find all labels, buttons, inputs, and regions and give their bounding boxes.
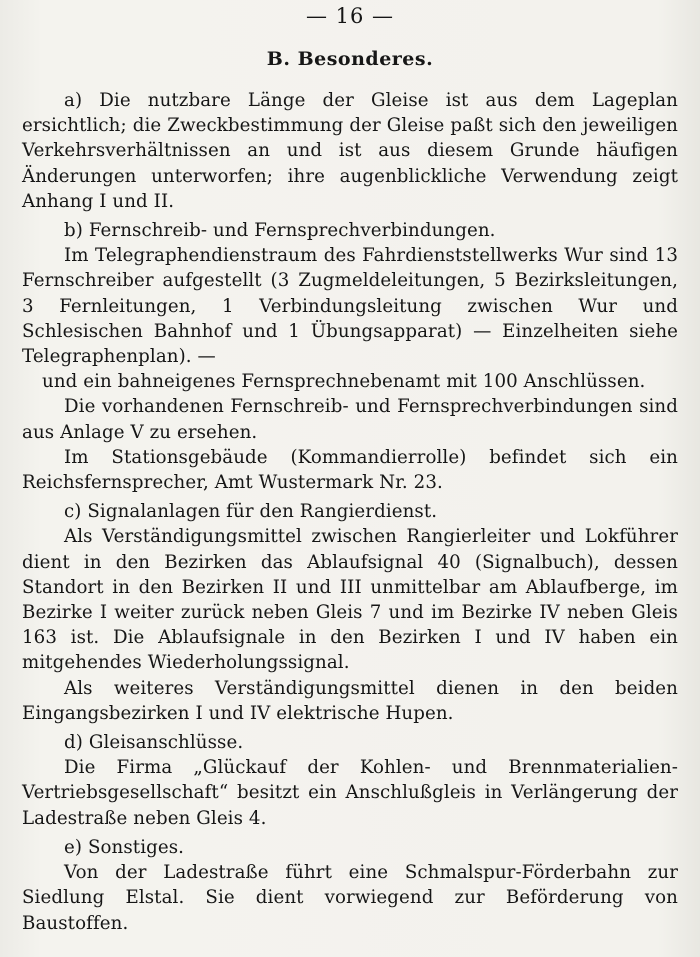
page-number: — 16 — (305, 4, 395, 28)
subsection-title-d: d) Gleisanschlüsse. (64, 732, 244, 754)
subsection-title-c: c) Signalanlagen für den Rangierdienst. (64, 501, 438, 523)
body-text (22, 88, 678, 936)
subsection-title-e: e) Sonstiges. (64, 836, 185, 858)
paragraph-b3: Die vorhandenen Fernschreib- und Fernsprechverbindungen sind aus Anlage V zu ersehen. (22, 396, 678, 443)
paragraph-d1: Die Firma „Glückauf der Kohlen- und Brennmaterialien-Vertriebsgesellschaft“ besitzt ein Anschlußgleis in Verlängerung der Ladestraße neben Gleis 4. (22, 757, 678, 829)
paragraph-c1: Als Verständigungsmittel zwischen Rangierleiter und Lokführer dient in den Bezirken das Ablaufsignal 40 (Signalbuch), dessen Standort in den Bezirken II und III unmittelbar am Ablaufberge, im Bezirke I weiter zurück neben Gleis 7 und im Bezirke IV neben Gleis 163 ist. Die Ablaufsignale in den Bezirken I und IV haben ein mitgehendes Wiederholungssignal. (22, 526, 678, 674)
paragraph-b2: und ein bahneigenes Fernsprechnebenamt mit 100 Anschlüssen. (42, 371, 646, 393)
paragraph-a: a) Die nutzbare Länge der Gleise ist aus dem Lageplan ersichtlich; die Zweckbestimmung der Gleise paßt sich den jeweiligen Verkehrsverhältnissen an und ist aus diesem Grunde häufigen Änderungen unterworfen; ihre augenblickliche Verwendung zeigt Anhang I und II. (22, 90, 678, 212)
subsection-title-b: b) Fernschreib- und Fernsprechverbindungen. (64, 220, 496, 242)
section-heading: B. Besonderes. (266, 48, 434, 70)
paragraph-c2: Als weiteres Verständigungsmittel dienen in den beiden Eingangsbezirken I und IV elektrische Hupen. (22, 677, 678, 724)
paragraph-b4: Im Stationsgebäude (Kommandierrolle) befindet sich ein Reichsfernsprecher, Amt Wustermark Nr. 23. (22, 446, 678, 494)
paragraph-b1: Im Telegraphendienstraum des Fahrdienststellwerks Wur sind 13 Fernschreiber aufgestellt (3 Zugmeldeleitungen, 5 Bezirksleitungen, 3 Fernleitungen, 1 Verbindungsleitung zwischen Wur und Schlesischen Bahnhof und 1 Übungsapparat) — Einzelheiten siehe Telegraphenplan). — (22, 245, 678, 368)
paragraph-e1: Von der Ladestraße führt eine Schmalspur-Förderbahn zur Siedlung Elstal. Sie dient vorwiegend zur Beförderung von Baustoffen. (22, 862, 678, 934)
